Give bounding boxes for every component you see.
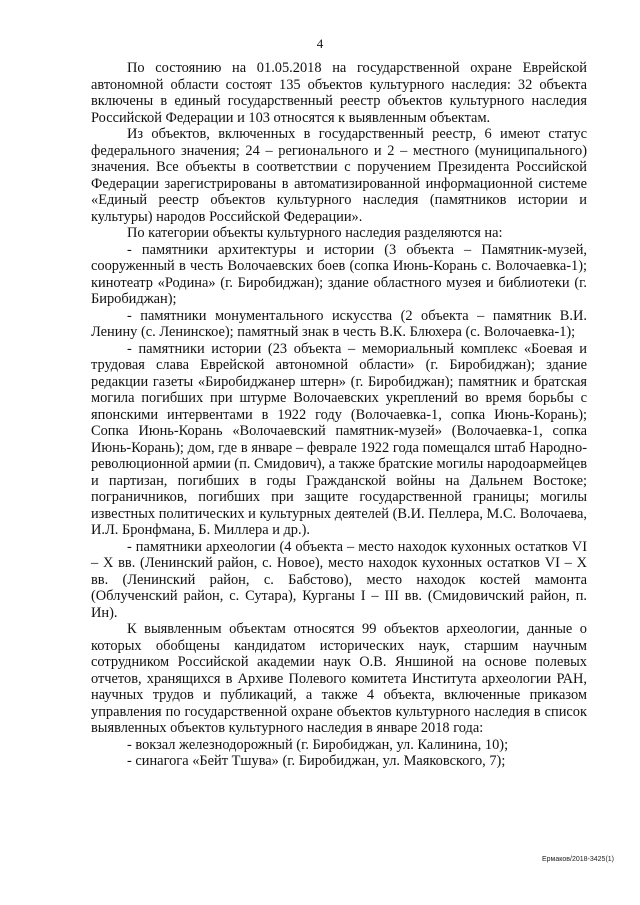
page-number: 4 <box>316 36 324 51</box>
paragraph-history-monuments: - памятники истории (23 объекта – мемориальный комплекс «Боевая и трудовая слава Еврейской автономной области» (г. Биробиджан); здание редакции газеты «Биробиджанер штерн» (г. Биробиджан); памятник и братская могила погибших при штурме Волочаевских укреплений во время борьбы с японскими интервентами в 1922 году (Волочаевка-1, сопка Июнь-Корань); Сопка Июнь-Корань «Волочаевский памятник-музей» (Волочаевка-1, сопка Июнь-Корань); дом, где в январе – феврале 1922 года помещался штаб Народно-революционной армии (п. Смидович), а также братские могилы народоармейцев и партизан, погибших в годы Гражданской войны на Дальнем Востоке; пограничников, погибших при защите государственной границы; могилы известных политических и культурных деятелей (В.И. Пеллера, М.С. Волочаева, И.Л. Бронфмана, Б. Миллера и др.). <box>91 340 587 538</box>
paragraph-categories-intro: По категории объекты культурного наследия разделяются на: <box>127 225 503 241</box>
paragraph-status: По состоянию на 01.05.2018 на государственной охране Еврейской автономной области состоят 135 объектов культурного наследия: 32 объекта включены в единый государственный реестр объектов культурного наследия Российской Федерации и 103 относятся к выявленным объектам. <box>91 60 587 126</box>
paragraph-identified-objects: К выявленным объектам относятся 99 объектов археологии, данные о которых обобщены кандидатом исторических наук, старшим научным сотрудником Российской академии наук О.В. Яншиной на основе полевых отчетов, хранящихся в Архиве Полевого комитета Института археологии РАН, научных трудов и публикаций, а также 4 объекта, включенные приказом управления по государственной охране объектов культурного наследия в список выявленных объектов культурного наследия в январе 2018 года: <box>91 621 587 736</box>
paragraph-architecture-monuments: - памятники архитектуры и истории (3 объекта – Памятник-музей, сооруженный в честь Волочаевских боев (сопка Июнь-Корань с. Волочаевка-1); кинотеатр «Родина» (г. Биробиджан); здание областного музея и библиотеки (г. Биробиджан); <box>91 241 587 307</box>
paragraph-registry: Из объектов, включенных в государственный реестр, 6 имеют статус федерального значения; 24 – регионального и 2 – местного (муниципального) значения. Все объекты в соответствии с поручением Президента Российской Федерации зарегистрированы в автоматизированной информационной системе «Единый реестр объектов культурного наследия (памятников истории и культуры) народов Российской Федерации». <box>91 126 587 225</box>
document-code: Ермаков/2018-3425(1) <box>542 856 614 863</box>
paragraph-monumental-art: - памятники монументального искусства (2 объекта – памятник В.И. Ленину (с. Ленинское); памятный знак в честь В.К. Блюхера (с. Волочаевка-1); <box>91 307 587 340</box>
list-item: - синагога «Бейт Тшува» (г. Биробиджан, ул. Маяковского, 7); <box>127 753 506 769</box>
list-item: - вокзал железнодорожный (г. Биробиджан, ул. Калинина, 10); <box>127 736 509 753</box>
document-body <box>91 60 587 770</box>
paragraph-archaeology-monuments: - памятники археологии (4 объекта – место находок кухонных остатков VI – X вв. (Ленинский район, с. Новое), место находок кухонных остатков VI – X вв. (Ленинский район, с. Бабстово), место находок костей мамонта (Облученский район, с. Сутара), Курганы I – III вв. (Смидовичский район, п. Ин). <box>91 538 587 621</box>
